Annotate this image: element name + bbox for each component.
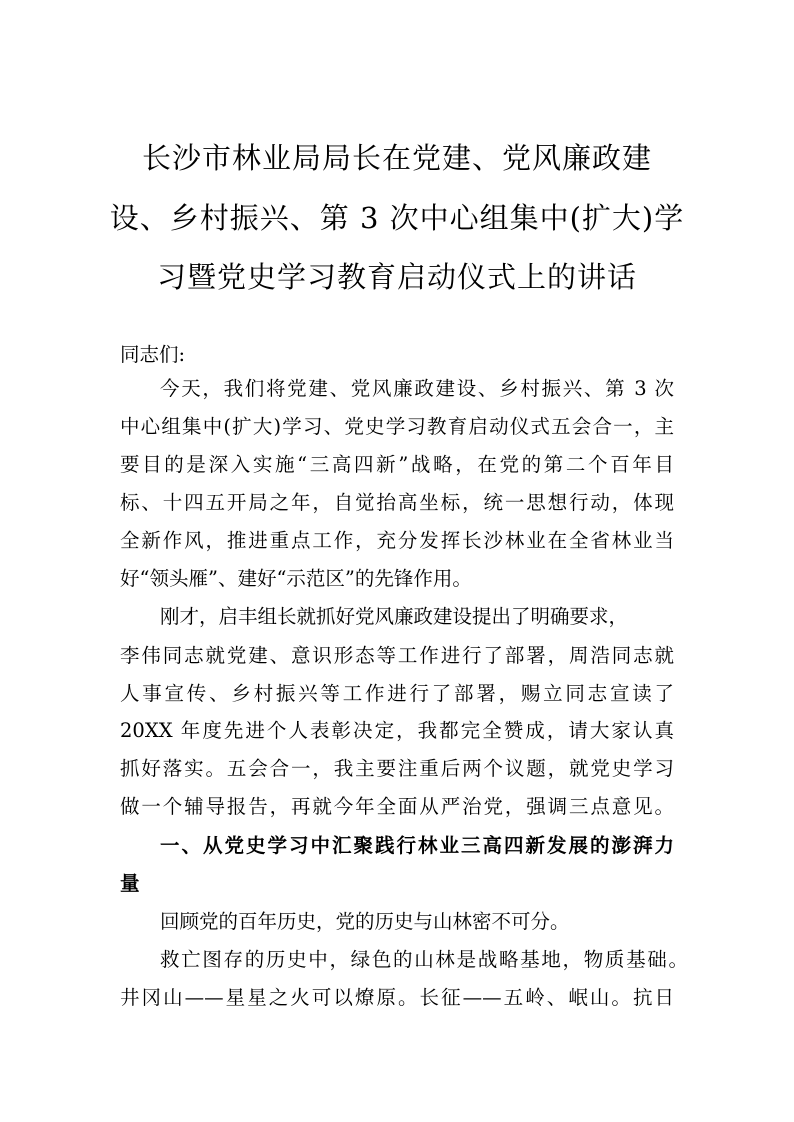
section-heading-1-line-1: 一、从党史学习中汇聚践行林业三高四新发展的澎湃力 bbox=[160, 834, 674, 857]
salutation: 同志们: bbox=[120, 343, 186, 366]
paragraph2-line-5: 抓好落实。五会合一，我主要注重后两个议题，就党史学习 bbox=[120, 757, 674, 780]
paragraph1-line-6: 好“领头雁”、建好“示范区”的先锋作用。 bbox=[120, 567, 472, 590]
paragraph2-line-2: 李伟同志就党建、意识形态等工作进行了部署，周浩同志就 bbox=[120, 644, 674, 667]
document-title-line-2: 设、乡村振兴、第 3 次中心组集中(扩大)学 bbox=[109, 201, 685, 235]
document-title-line-1: 长沙市林业局局长在党建、党风廉政建 bbox=[141, 141, 652, 175]
paragraph2-line-3: 人事宣传、乡村振兴等工作进行了部署，赐立同志宣读了 bbox=[120, 682, 674, 705]
paragraph3-line-1: 回顾党的百年历史，党的历史与山林密不可分。 bbox=[160, 910, 570, 933]
paragraph1-line-2: 中心组集中(扩大)学习、党史学习教育启动仪式五会合一，主 bbox=[120, 415, 674, 438]
section-heading-1-line-2: 量 bbox=[120, 872, 140, 895]
paragraph2-line-1: 刚才，启丰组长就抓好党风廉政建设提出了明确要求， bbox=[160, 605, 629, 628]
paragraph1-line-1: 今天，我们将党建、党风廉政建设、乡村振兴、第 3 次 bbox=[160, 377, 674, 400]
paragraph1-line-3: 要目的是深入实施“三高四新”战略，在党的第二个百年目 bbox=[120, 453, 674, 476]
document-title-line-3: 习暨党史学习教育启动仪式上的讲话 bbox=[156, 260, 637, 294]
paragraph1-line-5: 全新作风，推进重点工作，充分发挥长沙林业在全省林业当 bbox=[120, 529, 674, 552]
paragraph4-line-1: 救亡图存的历史中，绿色的山林是战略基地，物质基础。 bbox=[160, 948, 688, 971]
paragraph1-line-4: 标、十四五开局之年，自觉抬高坐标，统一思想行动，体现 bbox=[120, 491, 674, 514]
paragraph2-line-4: 20XX 年度先进个人表彰决定，我都完全赞成，请大家认真 bbox=[120, 719, 674, 742]
paragraph4-line-2: 井冈山——星星之火可以燎原。长征——五岭、岷山。抗日 bbox=[120, 986, 674, 1009]
paragraph2-line-6: 做一个辅导报告，再就今年全面从严治党，强调三点意见。 bbox=[120, 795, 674, 818]
